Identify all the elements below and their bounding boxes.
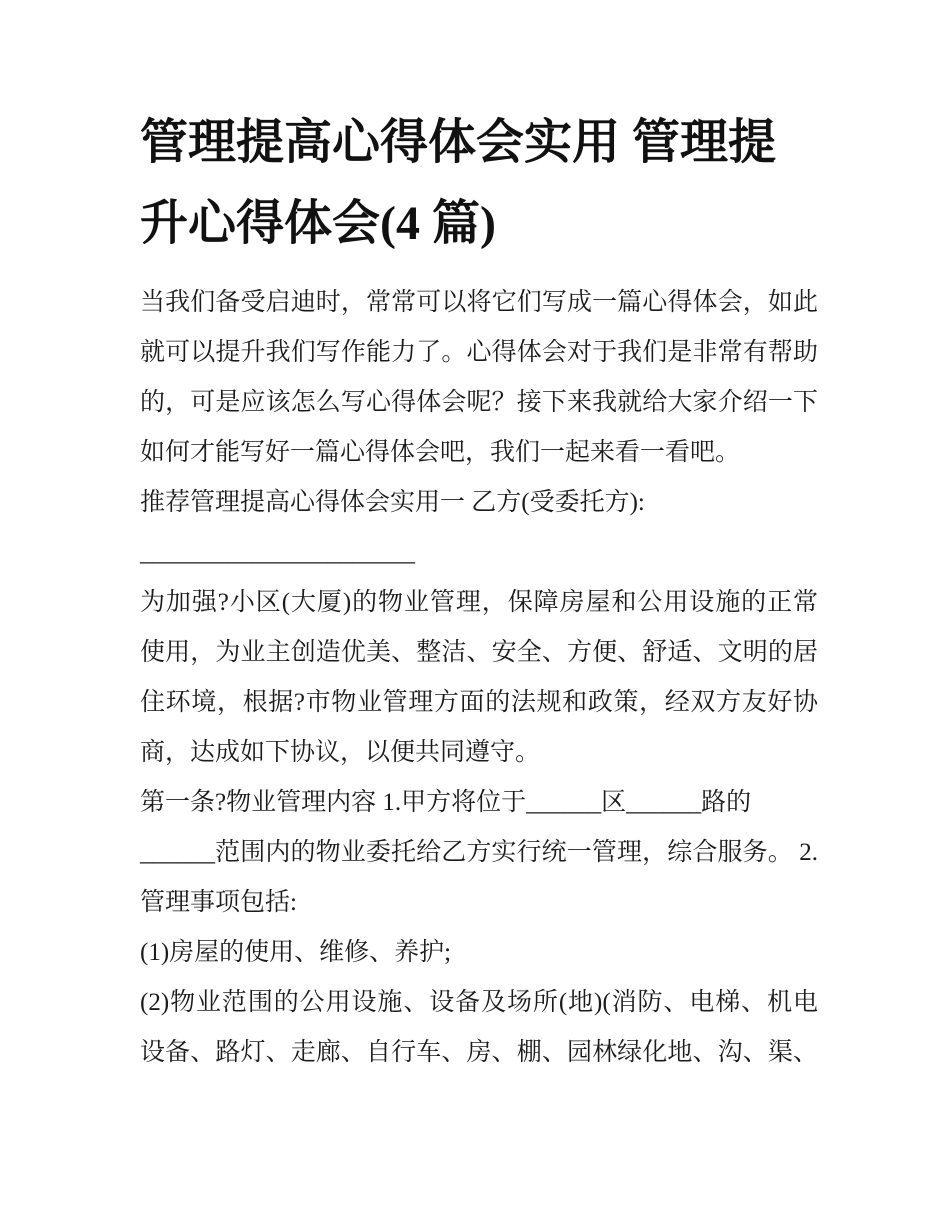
text-line: 使用，为业主创造优美、整洁、安全、方便、舒适、文明的居: [140, 639, 818, 666]
text-line: 的，可是应该怎么写心得体会呢？接下来我就给大家介绍一下: [140, 389, 818, 416]
text-line: 如何才能写好一篇心得体会吧，我们一起来看一看吧。: [140, 439, 741, 466]
text-line: 为加强?小区(大厦)的物业管理，保障房屋和公用设施的正常: [140, 589, 818, 616]
text-line: ______范围内的物业委托给乙方实行统一管理，综合服务。 2.: [140, 839, 818, 866]
page-title: [140, 102, 818, 264]
text-line: 当我们备受启迪时，常常可以将它们写成一篇心得体会，如此: [140, 289, 818, 316]
document-body: [140, 278, 818, 1078]
text-line: 设备、路灯、走廊、自行车、房、棚、园林绿化地、沟、渠、: [140, 1039, 818, 1066]
text-line: (2)物业范围的公用设施、设备及场所(地)(消防、电梯、机电: [140, 989, 818, 1016]
text-line: 住环境，根据?市物业管理方面的法规和政策，经双方友好协: [140, 689, 818, 716]
text-line: ______________________: [140, 539, 415, 566]
text-line: 第一条?物业管理内容 1.甲方将位于______区______路的: [140, 789, 752, 816]
text-line: 商，达成如下协议，以便共同遵守。: [140, 739, 541, 766]
text-line: (1)房屋的使用、维修、养护;: [140, 939, 452, 966]
title-line: 升心得体会(4 篇): [140, 197, 496, 250]
text-line: 推荐管理提高心得体会实用一 乙方(受委托方):: [140, 489, 645, 516]
title-line: 管理提高心得体会实用 管理提: [140, 116, 777, 169]
document-content: [140, 102, 818, 1078]
text-line: 管理事项包括:: [140, 889, 297, 916]
text-line: 就可以提升我们写作能力了。心得体会对于我们是非常有帮助: [140, 339, 818, 366]
